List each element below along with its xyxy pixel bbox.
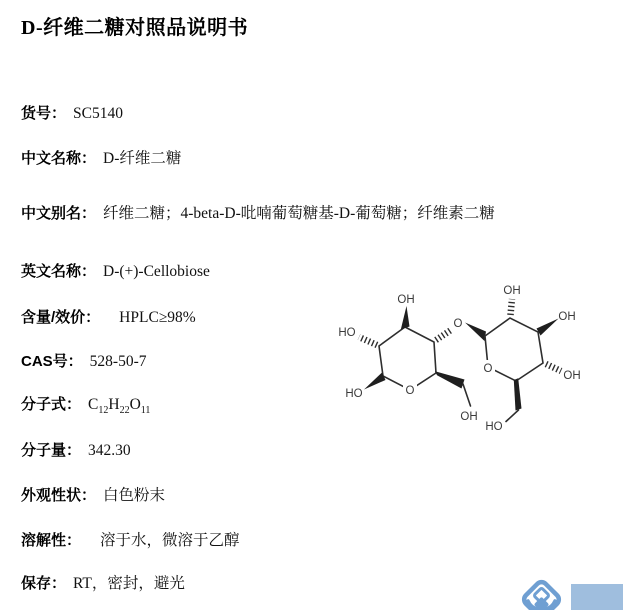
logo-diamond-icon — [522, 580, 562, 610]
svg-text:OH: OH — [558, 311, 576, 323]
field-label: CAS号： — [21, 353, 83, 370]
svg-text:O: O — [483, 363, 493, 375]
field-label: 保存： — [21, 575, 67, 592]
page-title: D-纤维二糖对照品说明书 — [21, 17, 249, 39]
field-value: 528-50-7 — [89, 353, 147, 370]
field-value: 342.30 — [88, 442, 131, 459]
svg-text:OH: OH — [563, 370, 581, 382]
field-value: HPLC≥98% — [119, 309, 196, 326]
field-label: 分子式： — [21, 396, 82, 413]
field-label: 含量/效价： — [21, 309, 101, 326]
field-label: 分子量： — [21, 442, 82, 459]
svg-text:OH: OH — [397, 294, 415, 306]
field-value: D-纤维二糖 — [103, 150, 182, 167]
field-label: 中文别名： — [21, 205, 97, 222]
svg-text:O: O — [405, 385, 415, 397]
svg-text:O: O — [453, 318, 463, 330]
svg-text:HO: HO — [485, 421, 503, 433]
field-label: 溶解性： — [21, 532, 82, 549]
field-value: SC5140 — [73, 105, 123, 122]
svg-text:OH: OH — [460, 411, 478, 423]
field-value: RT，密封，避光 — [73, 575, 185, 592]
svg-text:OH: OH — [503, 285, 521, 297]
field-value: 白色粉末 — [103, 487, 166, 504]
field-value: $C_{12}H_{22}O_{11}$ — [88, 396, 151, 417]
logo-accent-bar — [571, 584, 623, 610]
field-label: 中文名称： — [21, 150, 97, 167]
field-label: 外观性状： — [21, 487, 97, 504]
svg-text:HO: HO — [338, 327, 356, 339]
field-label: 货号： — [21, 105, 67, 122]
field-value: D-(+)-Cellobiose — [103, 263, 210, 280]
svg-text:HO: HO — [345, 388, 363, 400]
field-value: 溶于水，微溶于乙醇 — [100, 532, 240, 549]
field-label: 英文名称： — [21, 263, 97, 280]
field-value: 纤维二糖；4-beta-D-吡喃葡萄糖基-D-葡萄糖；纤维素二糖 — [103, 205, 495, 222]
